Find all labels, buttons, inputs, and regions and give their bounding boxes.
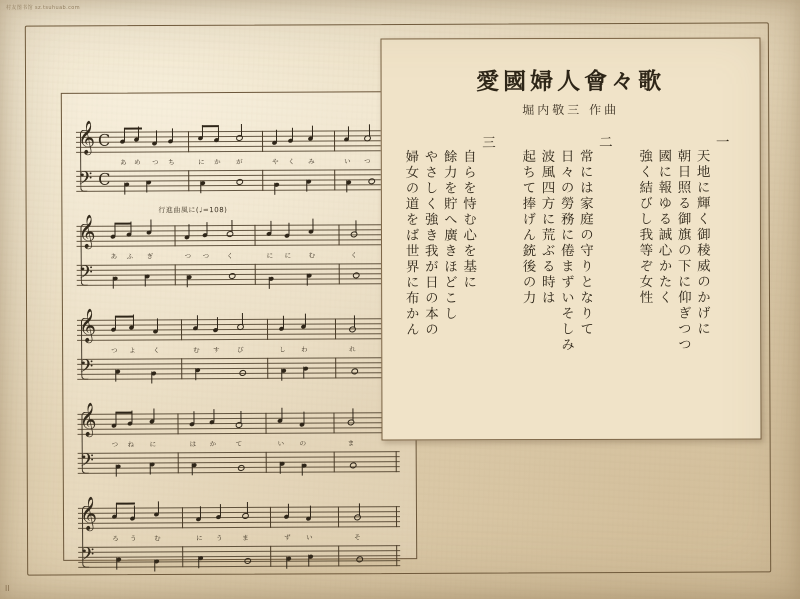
verse-line: 國に報ゆる誠心かたく [655, 148, 672, 306]
staff [77, 307, 399, 344]
corner-mark: ll [5, 584, 10, 593]
lyric-line: ろ う む に う ま ず い そ [112, 533, 361, 543]
verse-line: 常には家庭の守りとなりて [576, 148, 594, 338]
verse-number: 三 [479, 135, 496, 151]
verse-line: 天地に輝く御稜威のかげに [693, 148, 711, 338]
staff [77, 355, 399, 383]
music-score-panel [61, 91, 417, 570]
time-signature: C [98, 169, 111, 189]
bass-clef-icon: 𝄢 [79, 356, 94, 382]
treble-clef-icon: 𝄞 [77, 119, 96, 154]
staff-system [78, 495, 400, 573]
verse-3 [403, 135, 495, 425]
staff [78, 495, 400, 532]
treble-clef-icon: 𝄞 [79, 495, 98, 530]
verse-line: 起ちて捧げん銃後の力 [519, 149, 536, 307]
lyric-line: つ よ く む す び し わ れ [111, 345, 356, 355]
staff-system [76, 119, 398, 197]
verses-container [400, 135, 743, 426]
lyric-line: あ ふ ぎ つ つ く に に む く [110, 251, 358, 261]
verse-line: やさしく強き我が日の本の [421, 149, 439, 338]
composer-credit: 堀内敬三 作曲 [522, 102, 620, 118]
staff [77, 401, 399, 438]
watermark-text: 村友图书馆 sz.tsuhuab.com [6, 5, 80, 11]
verse-line: 朝日照る御旗の下に仰ぎつつ [674, 148, 691, 353]
staff [76, 167, 398, 195]
lyrics-card [380, 38, 761, 441]
time-signature: C [97, 130, 111, 150]
verse-1 [637, 135, 729, 425]
tempo-marking: 行進曲風に(♩=108) [158, 206, 228, 215]
verse-number: 二 [595, 134, 612, 151]
verse-line: 婦女の道をば世界に布かん [402, 149, 419, 338]
bass-clef-icon: 𝄢 [79, 450, 94, 476]
staff-system [77, 401, 399, 479]
page-title: 愛國婦人會々歌 [476, 67, 666, 96]
staff-system [76, 213, 398, 291]
lyric-line: つ ね に は か て い の ま [111, 439, 355, 449]
verse-2 [520, 135, 612, 425]
lyric-line: あ め つ ち に か が や く み い つ [120, 157, 371, 167]
verse-number: 一 [712, 134, 729, 151]
staff-system [77, 307, 399, 385]
staff [78, 543, 400, 571]
bass-clef-icon: 𝄢 [80, 544, 95, 570]
staff [76, 119, 398, 156]
verse-line: 自らを恃む心を基に [459, 149, 477, 291]
staff [78, 449, 400, 477]
verse-line: 日々の勞務に倦まずいそしみ [557, 148, 575, 354]
verse-line: 餘力を貯へ廣きほどこし [440, 149, 458, 323]
treble-clef-icon: 𝄞 [78, 307, 97, 342]
treble-clef-icon: 𝄞 [79, 401, 97, 436]
verse-line: 強く結びし我等ぞ女性 [636, 148, 653, 306]
staff [77, 261, 399, 289]
bass-clef-icon: 𝄢 [78, 168, 93, 194]
staff [76, 213, 398, 250]
verse-line: 波風四方に荒ぶる時は [538, 149, 555, 307]
bass-clef-icon: 𝄢 [78, 262, 93, 288]
treble-clef-icon: 𝄞 [78, 213, 96, 248]
